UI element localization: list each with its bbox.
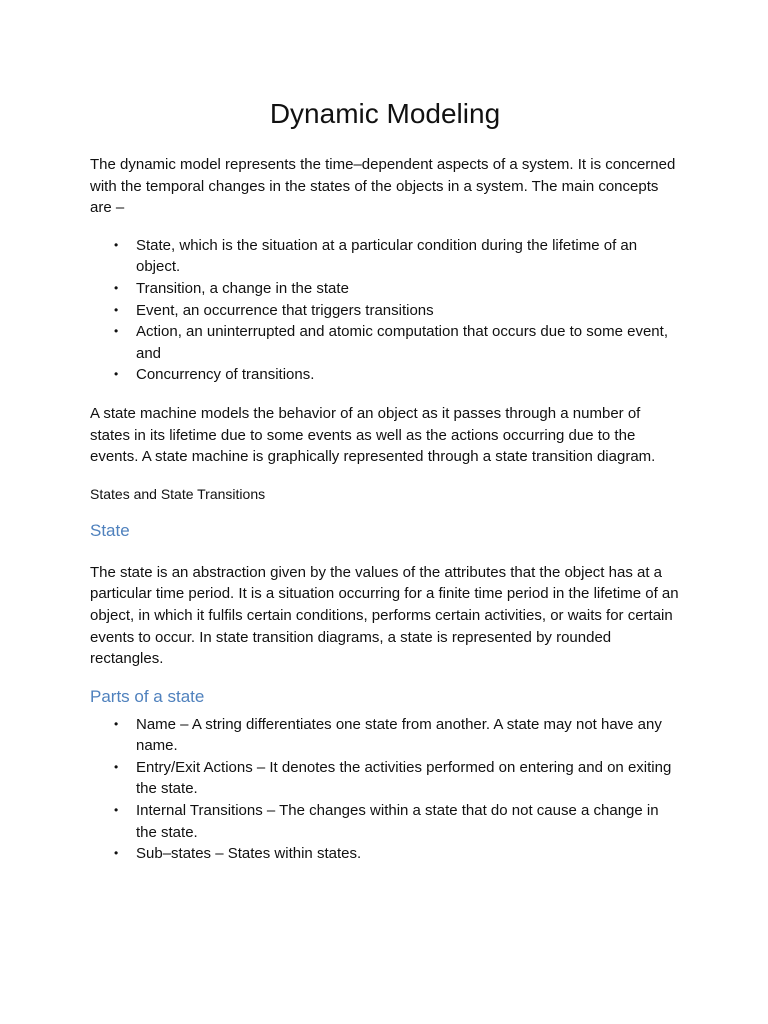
list-item [114, 757, 680, 800]
bullet-icon: • [114, 280, 119, 295]
state-paragraph: The state is an abstraction given by the values of the attributes that the object has at a particular time period. It is a situation occurring for a finite time period in the lifetime of an object, in which it fulfils certain conditions, performs certain activities, or waits for certain events to occur. In state transition diagrams, a state is represented by rounded rectangles. [90, 563, 679, 668]
bullet-icon: • [114, 237, 119, 252]
list-item-text: Sub–states – States within states. [136, 845, 362, 863]
list-item [114, 714, 680, 757]
bullet-icon: • [114, 803, 119, 818]
intro-paragraph: The dynamic model represents the time–dependent aspects of a system. It is concerned with the temporal changes in the states of the objects in a system. The main concepts are – [90, 156, 676, 217]
list-item-text: Transition, a change in the state [136, 279, 349, 297]
list-item-text: Concurrency of transitions. [136, 366, 315, 384]
bullet-icon: • [114, 324, 119, 339]
list-item-text: Action, an uninterrupted and atomic computation that occurs due to some event, and [136, 323, 668, 362]
list-item-text: Name – A string differentiates one state from another. A state may not have any name. [136, 715, 662, 755]
parts-heading: Parts of a state [90, 686, 205, 706]
list-item-text: Internal Transitions – The changes within a state that do not cause a change in the state. [136, 802, 659, 841]
state-machine-paragraph: A state machine models the behavior of an object as it passes through a number of states in its lifetime due to some events as well as the actions occurring due to the events. A state machine is graphically represented through a state transition diagram. [90, 404, 656, 466]
state-heading: State [90, 520, 130, 540]
list-item [114, 235, 680, 278]
states-transitions-subheading: States and State Transitions [90, 485, 266, 502]
document-title: Dynamic Modeling [269, 98, 501, 129]
list-item [114, 321, 680, 364]
bullet-icon: • [114, 302, 119, 317]
bullet-icon: • [114, 716, 119, 731]
bullet-icon: • [114, 759, 119, 774]
list-item [114, 300, 680, 322]
list-item [114, 800, 680, 843]
parts-list [90, 714, 680, 865]
list-item-text: State, which is the situation at a particular condition during the lifetime of an object. [136, 236, 638, 276]
bullet-icon: • [114, 846, 119, 861]
list-item-text: Entry/Exit Actions – It denotes the activities performed on entering and on exiting the state. [136, 758, 672, 798]
list-item [114, 278, 680, 300]
concepts-list [90, 235, 680, 386]
list-item [114, 843, 680, 865]
list-item [114, 364, 680, 386]
bullet-icon: • [114, 367, 119, 382]
list-item-text: Event, an occurrence that triggers transitions [136, 301, 434, 319]
